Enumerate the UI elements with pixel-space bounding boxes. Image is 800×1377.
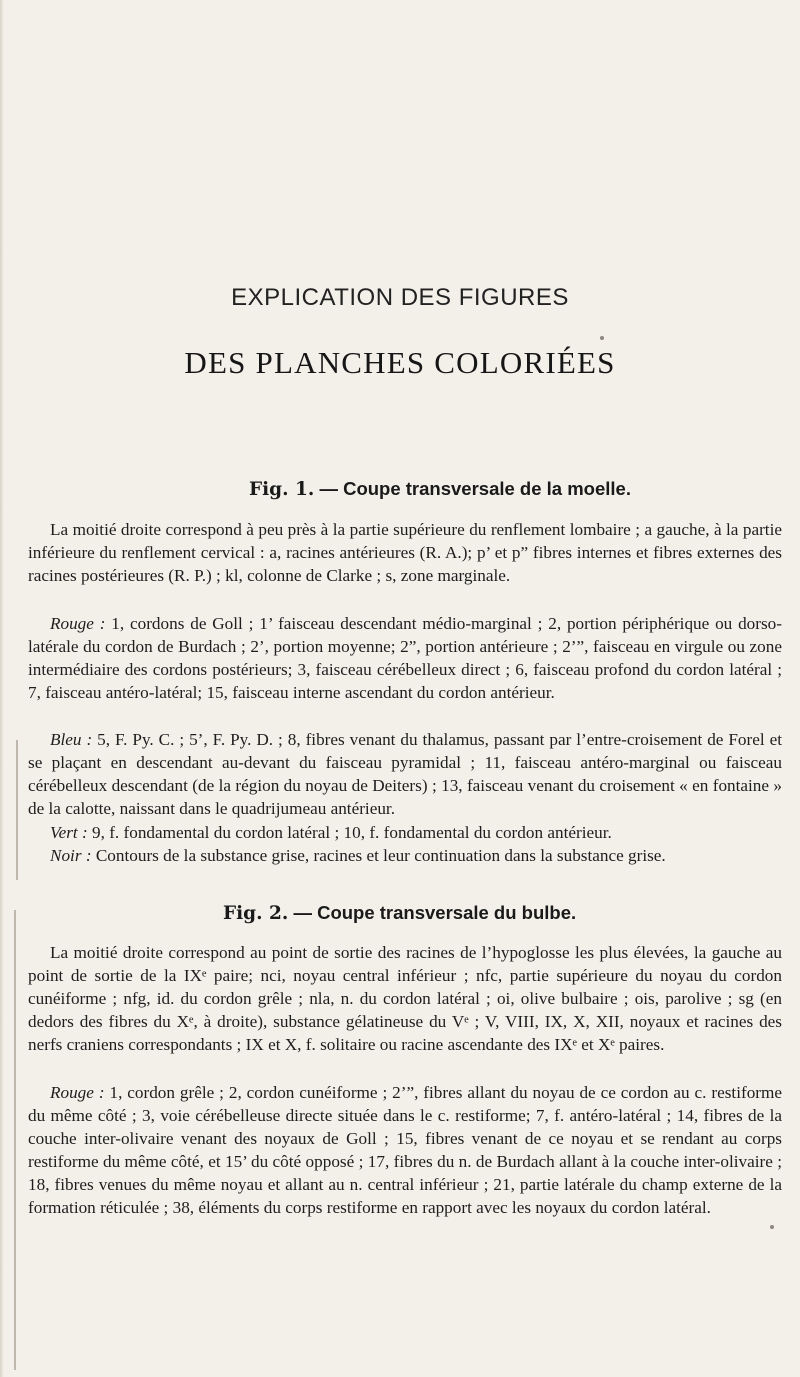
fig1-paragraph-rouge	[28, 612, 782, 704]
fig1-label: Fig. 1.	[249, 479, 315, 500]
fig2-rouge-label: Rouge :	[50, 1083, 105, 1102]
fig2-heading	[223, 902, 576, 924]
page-title: EXPLICATION DES FIGURES	[231, 284, 569, 311]
fig1-noir-text: Contours de la substance grise, racines et leur continuation dans la substance grise.	[95, 846, 666, 865]
fig1-heading	[249, 478, 631, 500]
speck	[600, 336, 604, 340]
fig1-paragraph-bleu	[28, 728, 782, 820]
fig1-paragraph-noir	[28, 844, 782, 867]
fig1-vert-label: Vert :	[50, 823, 88, 842]
margin-mark	[14, 910, 16, 1370]
fig1-paragraph-vert	[28, 821, 782, 844]
fig1-rouge-label: Rouge :	[50, 614, 106, 633]
fig1-rouge-text: 1, cordons de Goll ; 1’ faisceau descendant médio-marginal ; 2, portion périphérique ou dorso-latérale du cordon de Burdach ; 2’, portion moyenne; 2”, portion antérieure ; 2’”, faisceau en virgule ou zone intermédiaire des cordons postérieurs; 3, faisceau cérébelleux direct ; 6, faisceau profond du cordon latéral ; 7, faisceau antéro-latéral; 15, faisceau interne ascendant du cordon antérieur.	[28, 614, 782, 703]
scan-edge	[0, 0, 4, 1377]
fig1-heading-text: — Coupe transversale de la moelle.	[319, 478, 631, 499]
page-subtitle: DES PLANCHES COLORIÉES	[184, 345, 616, 380]
fig2-paragraph-intro: La moitié droite correspond au point de sortie des racines de l’hypoglosse les plus élevées, la gauche au point de sortie de la IXᵉ paire; nci, noyau central inférieur ; nfc, partie supérieure du noyau du cordon cunéiforme ; nfg, id. du cordon grêle ; nla, n. du cordon latéral ; oi, olive bulbaire ; ois, parolive ; sg (en dedors des fibres du Xᵉ, à droite), substance gélatineuse du Vᵉ ; V, VIII, IX, X, XII, noyaux et racines des nerfs craniens correspondants ; IX et X, f. solitaire ou racine ascendante des IXᵉ et Xᵉ paires.	[28, 943, 782, 1055]
fig1-noir-label: Noir :	[50, 846, 92, 865]
margin-mark	[16, 740, 18, 880]
fig1-vert-text: 9, f. fondamental du cordon latéral ; 10, f. fondamental du cordon antérieur.	[92, 823, 612, 842]
fig2-label: Fig. 2.	[223, 903, 289, 924]
fig2-rouge-text: 1, cordon grêle ; 2, cordon cunéiforme ; 2’”, fibres allant du noyau de ce cordon au c. restiforme du même côté ; 3, voie cérébelleuse directe située dans le c. restiforme; 7, f. antéro-latéral ; 14, fibres de la couche inter-olivaire venant des noyaux de Goll ; 15, fibres venant de ce noyau et se rendant au corps restiforme du même côté, et 15’ du côté opposé ; 17, fibres du n. de Burdach allant à la couche inter-olivaire ; 18, fibres venues du même noyau et allant au n. central inférieur ; 21, partie latérale du champ externe de la formation réticulée ; 38, éléments du corps restiforme en rapport avec les noyaux du cordon latéral.	[28, 1083, 783, 1218]
fig1-paragraph-intro: La moitié droite correspond à peu près à la partie supérieure du renflement lombaire ; a gauche, à la partie inférieure du renflement cervical : a, racines antérieures (R. A.); p’ et p” fibres internes et fibres externes des racines postérieures (R. P.) ; kl, colonne de Clarke ; s, zone marginale.	[28, 520, 782, 586]
fig1-bleu-text: 5, F. Py. C. ; 5’, F. Py. D. ; 8, fibres venant du thalamus, passant par l’entre-croisement de Forel et se plaçant en descendant au-devant du faisceau pyramidal ; 11, faisceau antéro-marginal ou faisceau cérébelleux descendant (de la région du noyau de Deiters) ; 13, faisceau venant du croisement « en fontaine » de la calotte, naissant dans le quadrijumeau antérieur.	[28, 730, 782, 819]
fig2-heading-text: — Coupe transversale du bulbe.	[293, 902, 577, 923]
speck	[770, 1225, 774, 1229]
fig2-paragraph-rouge	[28, 1081, 782, 1220]
fig1-bleu-label: Bleu :	[50, 730, 93, 749]
